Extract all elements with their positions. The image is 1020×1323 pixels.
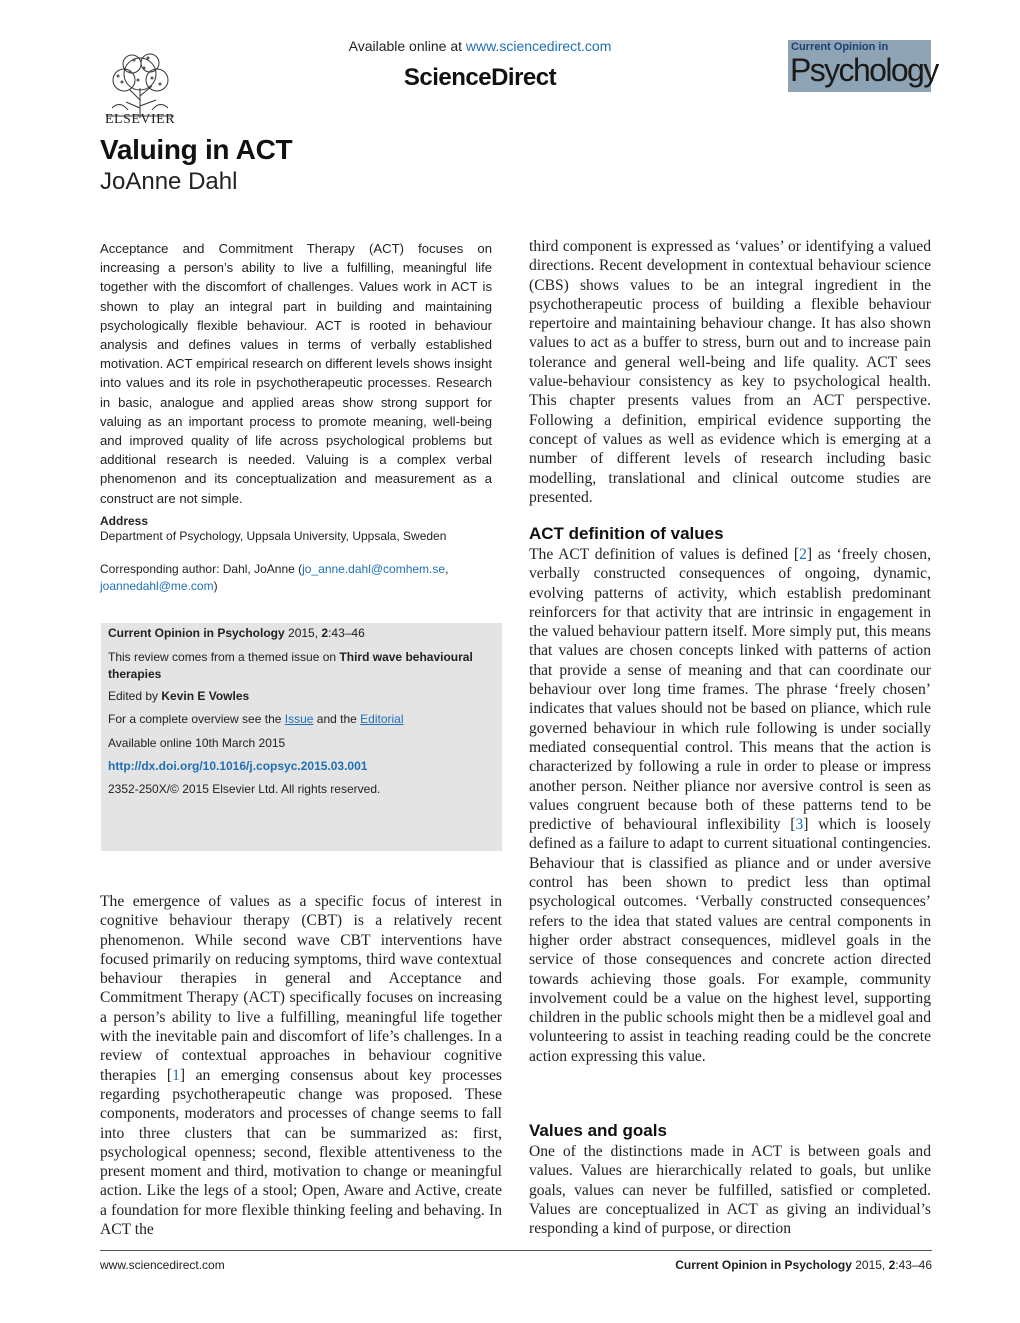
corr-separator: , (445, 562, 449, 576)
act-text-c: ] which is loosely defined as a failure to adapt to current situational contingencies. Behaviour that is classified as pliance and or under aversive control has been shown to predict less than optimal psychological outcomes. ‘Verbally constructed consequences’ refers to the idea that stated values are central components in higher order abstract consequences, midlevel goals in the service of those consequences and concrete action directed towards achieving those goals. For example, community involvement could be a value on the highest level, supporting children in the public schools might then be a midlevel goal and volunteering to assist in teaching reading could be the concrete action expressing this value. (529, 816, 931, 1065)
infobox-doi (108, 758, 496, 775)
infobox-year: 2015, (284, 626, 322, 640)
email-link-1[interactable]: jo_anne.dahl@comhem.se (302, 562, 446, 576)
infobox-edited-prefix: Edited by (108, 689, 162, 703)
article-title: Valuing in ACT (100, 134, 293, 165)
act-text-b: ] as ‘freely chosen, verbally constructed consequences of ongoing, dynamic, evolving patterns of activity, which establish predominant reinforcers for that activity that are intrinsic in engagement in the valued behaviour pattern itself. More simply put, this means that values are chosen concepts linked with patterns of action that provide a sense of meaning and that can coordinate our behaviour over long time frames. The phrase ‘freely chosen’ indicates that values should not be based on pliance, which rule governed behaviour in which rule following is under socially mediated consequential control. This means that the action is characterized by following a rule in order to please or impress another person. Neither pliance nor aversive control is seen as values congruent because both of these patterns tend to be predictive of behavioural inflexibility [ (529, 546, 931, 834)
section-heading-act-definition: ACT definition of values (529, 524, 724, 543)
body-left-column (100, 892, 502, 1239)
infobox-themed-prefix: This review comes from a themed issue on (108, 650, 340, 664)
journal-badge-line1: Current Opinion in (791, 41, 889, 53)
infobox-editor-name: Kevin E Vowles (161, 689, 250, 703)
corresponding-author (100, 561, 492, 595)
doi-link[interactable]: http://dx.doi.org/10.1016/j.copsyc.2015.03.001 (108, 759, 368, 773)
journal-badge-line2: Psychology (790, 52, 938, 88)
issue-link[interactable]: Issue (284, 712, 314, 726)
body-intro-b: ] an emerging consensus about key processes regarding psychotherapeutic change was proposed. These components, moderators and processes of change seems to fall into three clusters that can be summarized as: first, psychological openness; second, flexible attentiveness to the present moment and third, motivation to change or meaningful action. Like the legs of a stool; Open, Aware and Active, create a foundation for more flexible thinking feeling and behaving. In ACT the (100, 1066, 503, 1239)
publisher-name: ELSEVIER (104, 112, 176, 127)
infobox-themed-issue: Third wave behavioural therapies (108, 650, 473, 681)
journal-badge (788, 40, 938, 92)
email-link-2[interactable]: joannedahl@me.com (100, 579, 214, 593)
infobox-overview (108, 711, 496, 728)
footer-year: 2015, (851, 1258, 889, 1272)
infobox-editor (108, 688, 496, 705)
editorial-link[interactable]: Editorial (360, 712, 404, 726)
body-right-intro: third component is expressed as ‘values’ or identifying a valued directions. Recent development in contextual behaviour science (CBS) shows values to be an integral ingredient in the psychotherapeutic process of building a flexible behaviour repertoire and maintaining behaviour change. It has also shown values to act as a buffer to stress, burn out and to increase pain tolerance and general well-being and life quality. ACT sees value-behaviour consistency as key to psychological health. This chapter presents values from an ACT perspective. Following a definition, empirical evidence supporting the concept of values as well as evidence which is emerging at a number of different levels of research including basic modelling, translational and clinical outcome studies are presented. (529, 238, 931, 506)
article-info-box (101, 623, 502, 851)
available-online-line (280, 38, 680, 54)
body-intro-a: The emergence of values as a specific focus of interest in cognitive behaviour therapy (CBT) is a relatively recent phenomenon. While second wave CBT interventions have focused primarily on reducing symptoms, third wave contextual behaviour therapies in general and Acceptance and Commitment Therapy (ACT) specifically focuses on increasing a person’s ability to live a fulfilling, meaningful life together with the inevitable pain and discomfort of life’s challenges. In a review of contextual approaches in behaviour cognitive therapies [ (100, 893, 502, 1084)
corr-prefix: Corresponding author: Dahl, JoAnne ( (100, 562, 303, 576)
footer-rule (100, 1250, 932, 1251)
reference-link-3[interactable]: 3 (795, 816, 804, 834)
act-text-a: The ACT definition of values is defined [ (529, 546, 800, 563)
address-heading: Address (100, 514, 149, 528)
abstract: Acceptance and Commitment Therapy (ACT) focuses on increasing a person’s ability to live a fulfilling, meaningful life together with the discomfort of challenges. Values work in ACT is shown to play an integral part in building and maintaining psychologically flexible behaviour. ACT is rooted in behaviour analysis and defines values in terms of verbally established motivation. ACT empirical research on different levels shows insight into values and its role in psychotherapeutic processes. Research in basic, analogue and applied areas show strong support for valuing as an important process to promote meaning, well-being and improved quality of life across psychological problems but additional research is needed. Valuing is a complex verbal phenomenon and its conceptualization and measurement as a construct are not simple. (100, 241, 492, 506)
available-prefix: Available online at (348, 38, 466, 54)
footer-volume: 2 (888, 1258, 896, 1272)
section-act-definition (529, 545, 931, 1066)
infobox-volume: 2 (321, 626, 329, 640)
address-text: Department of Psychology, Uppsala University, Uppsala, Sweden (100, 529, 447, 543)
sciencedirect-link[interactable]: www.sciencedirect.com (465, 38, 612, 54)
footer-url: www.sciencedirect.com (100, 1258, 225, 1272)
infobox-available: Available online 10th March 2015 (108, 736, 286, 750)
infobox-and: and the (313, 712, 361, 726)
footer-citation (675, 1258, 932, 1272)
footer-pages: :43–46 (895, 1258, 932, 1272)
reference-link-1[interactable]: 1 (172, 1066, 180, 1084)
platform-name: ScienceDirect (403, 64, 557, 91)
section-values-goals: One of the distinctions made in ACT is between goals and values. Values are hierarchically related to goals, but unlike goals, values can never be fulfilled, satisfied or completed. Values are conceptualized in ACT as giving an individual’s responding a kind of purpose, or direction (529, 1143, 931, 1238)
infobox-overview-prefix: For a complete overview see the (108, 712, 285, 726)
article-author: JoAnne Dahl (100, 168, 238, 195)
infobox-journal: Current Opinion in Psychology (108, 626, 285, 640)
reference-link-2[interactable]: 2 (799, 546, 807, 563)
corr-suffix: ) (213, 579, 218, 593)
infobox-pages: :43–46 (328, 626, 365, 640)
footer-journal: Current Opinion in Psychology (675, 1258, 852, 1272)
infobox-copyright: 2352-250X/© 2015 Elsevier Ltd. All rights reserved. (108, 782, 381, 796)
infobox-themed (108, 649, 496, 683)
infobox-citation (108, 625, 496, 642)
section-heading-values-goals: Values and goals (529, 1121, 667, 1140)
